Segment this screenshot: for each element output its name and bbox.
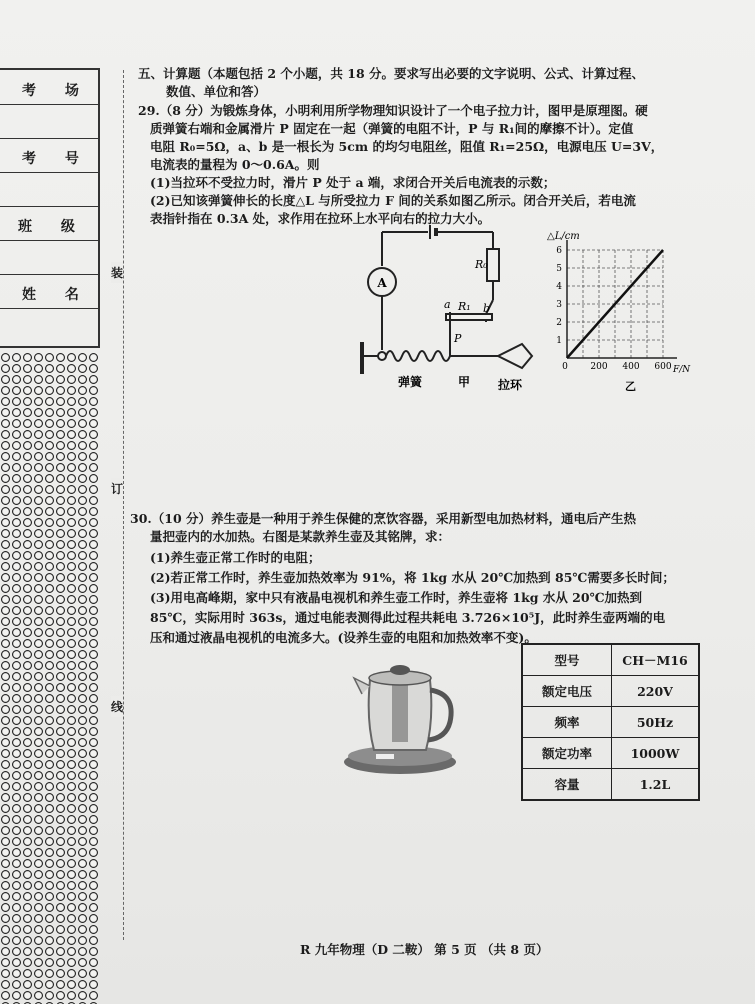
- q30-line-1: 30.（10 分）养生壶是一种用于养生保健的烹饮容器，采用新型电加热材料，通电后产生热: [130, 511, 636, 526]
- section-title: 五、计算题（本题包括 2 个小题，共 18 分。要求写出必要的文字说明、公式、计算过程、: [138, 66, 645, 81]
- y-tick-label: 2: [556, 318, 562, 328]
- q29-sub-1: (1)当拉环不受拉力时，滑片 P 处于 a 端，求闭合开关后电流表的示数；: [150, 175, 556, 190]
- binding-mark-ding: 订: [111, 478, 123, 499]
- x-tick-label: 400: [622, 362, 640, 372]
- binding-mark-xian: 线: [111, 696, 123, 717]
- y-tick-label: 1: [556, 336, 562, 346]
- terminal-a-label: a: [444, 298, 451, 311]
- spec-value: 1000W: [612, 738, 700, 769]
- table-row: [522, 769, 699, 801]
- q29-sub-2: (2)已知该弹簧伸长的长度△L 与所受拉力 F 间的关系如图乙所示。闭合开关后，若电流: [150, 193, 636, 208]
- y-tick-label: 3: [556, 300, 562, 310]
- q30-sub-1: (1)养生壶正常工作时的电阻；: [150, 550, 321, 565]
- circuit-diagram: [350, 224, 540, 404]
- table-row: [522, 676, 699, 707]
- r0-label: R₀: [475, 258, 488, 271]
- spec-key: 频率: [522, 707, 612, 738]
- class-label: 班 级: [18, 219, 87, 235]
- spec-value: CH－M16: [612, 644, 700, 676]
- x-tick-label: 600: [654, 362, 672, 372]
- spec-value: 50Hz: [612, 707, 700, 738]
- spec-value: 1.2L: [612, 769, 700, 801]
- spec-key: 容量: [522, 769, 612, 801]
- x-tick-label: 200: [590, 362, 608, 372]
- r0-resistor: [487, 249, 499, 281]
- q29-sub-2-cont: 表指针指在 0.3A 处，求作用在拉环上水平向右的拉力大小。: [150, 211, 491, 226]
- y-tick-label: 4: [556, 282, 562, 292]
- exam-room-label: 考 场: [22, 83, 91, 99]
- binding-line: [123, 70, 124, 940]
- binding-mark-zhuang: 装: [111, 262, 123, 283]
- q30-sub-3-cont2: 压和通过液晶电视机的电流多大。(设养生壶的电阻和加热效率不变)。: [150, 630, 537, 645]
- q30-sub-3: (3)用电高峰期，家中只有液晶电视机和养生壶工作时，养生壶将 1kg 水从 20℃加热到: [150, 590, 643, 605]
- table-row: [522, 738, 699, 769]
- x-axis-label: F/N: [673, 365, 691, 375]
- q29-line-3: 电阻 R₀=5Ω，a、b 是一根长为 5cm 的均匀电阻丝，阻值 R₁=25Ω，电源电压 U=3V，: [150, 139, 664, 154]
- origin-label: 0: [562, 362, 568, 372]
- y-tick-label: 6: [556, 246, 562, 256]
- exam-number-label: 考 号: [22, 151, 91, 167]
- page-footer: R 九年物理（D 二鞍） 第 5 页 （共 8 页）: [300, 942, 549, 957]
- student-info-box: [0, 68, 100, 348]
- figure-yi-label: 乙: [625, 380, 636, 393]
- ammeter-label: A: [377, 276, 387, 290]
- section-title-cont: 数值、单位和答）: [166, 84, 267, 99]
- name-label: 姓 名: [22, 287, 91, 303]
- graph-yi: [545, 226, 695, 394]
- q29-line-4: 电流表的量程为 0～0.6A。则: [150, 157, 320, 172]
- spec-key: 额定电压: [522, 676, 612, 707]
- pull-ring: [498, 344, 532, 368]
- table-row: [522, 644, 699, 676]
- q30-line-2: 量把壶内的水加热。右图是某款养生壶及其铭牌，求：: [150, 529, 451, 544]
- kettle-image: [340, 650, 470, 780]
- q29-line-2: 质弹簧右端和金属滑片 P 固定在一起（弹簧的电阻不计，P 与 R₁间的摩擦不计）。定值: [150, 121, 634, 136]
- terminal-b-label: b: [483, 302, 491, 315]
- spec-key: 型号: [522, 644, 612, 676]
- y-axis-label: △L/cm: [547, 231, 580, 242]
- q29-line-1: 29.（8 分）为锻炼身体，小明利用所学物理知识设计了一个电子拉力计，图甲是原理图。硬: [138, 103, 648, 118]
- q30-sub-3-cont: 85℃，实际用时 363s，通过电能表测得此过程共耗电 3.726×10⁵J，此时养生壶两端的电: [150, 610, 666, 625]
- table-row: [522, 707, 699, 738]
- spec-value: 220V: [612, 676, 700, 707]
- margin-dot-pattern: [0, 352, 100, 1004]
- spec-key: 额定功率: [522, 738, 612, 769]
- spring-label: 弹簧: [398, 375, 423, 389]
- nameplate-table: [521, 643, 700, 801]
- q30-sub-2: (2)若正常工作时，养生壶加热效率为 91%，将 1kg 水从 20℃加热到 85℃需要多长时间；: [150, 570, 675, 585]
- spring-coil: [386, 351, 450, 361]
- pull-ring-label: 拉环: [498, 378, 523, 392]
- r1-label: R₁: [458, 300, 471, 313]
- slider-p-label: P: [454, 332, 462, 345]
- figure-jia-label: 甲: [458, 375, 471, 389]
- y-tick-label: 5: [556, 264, 562, 274]
